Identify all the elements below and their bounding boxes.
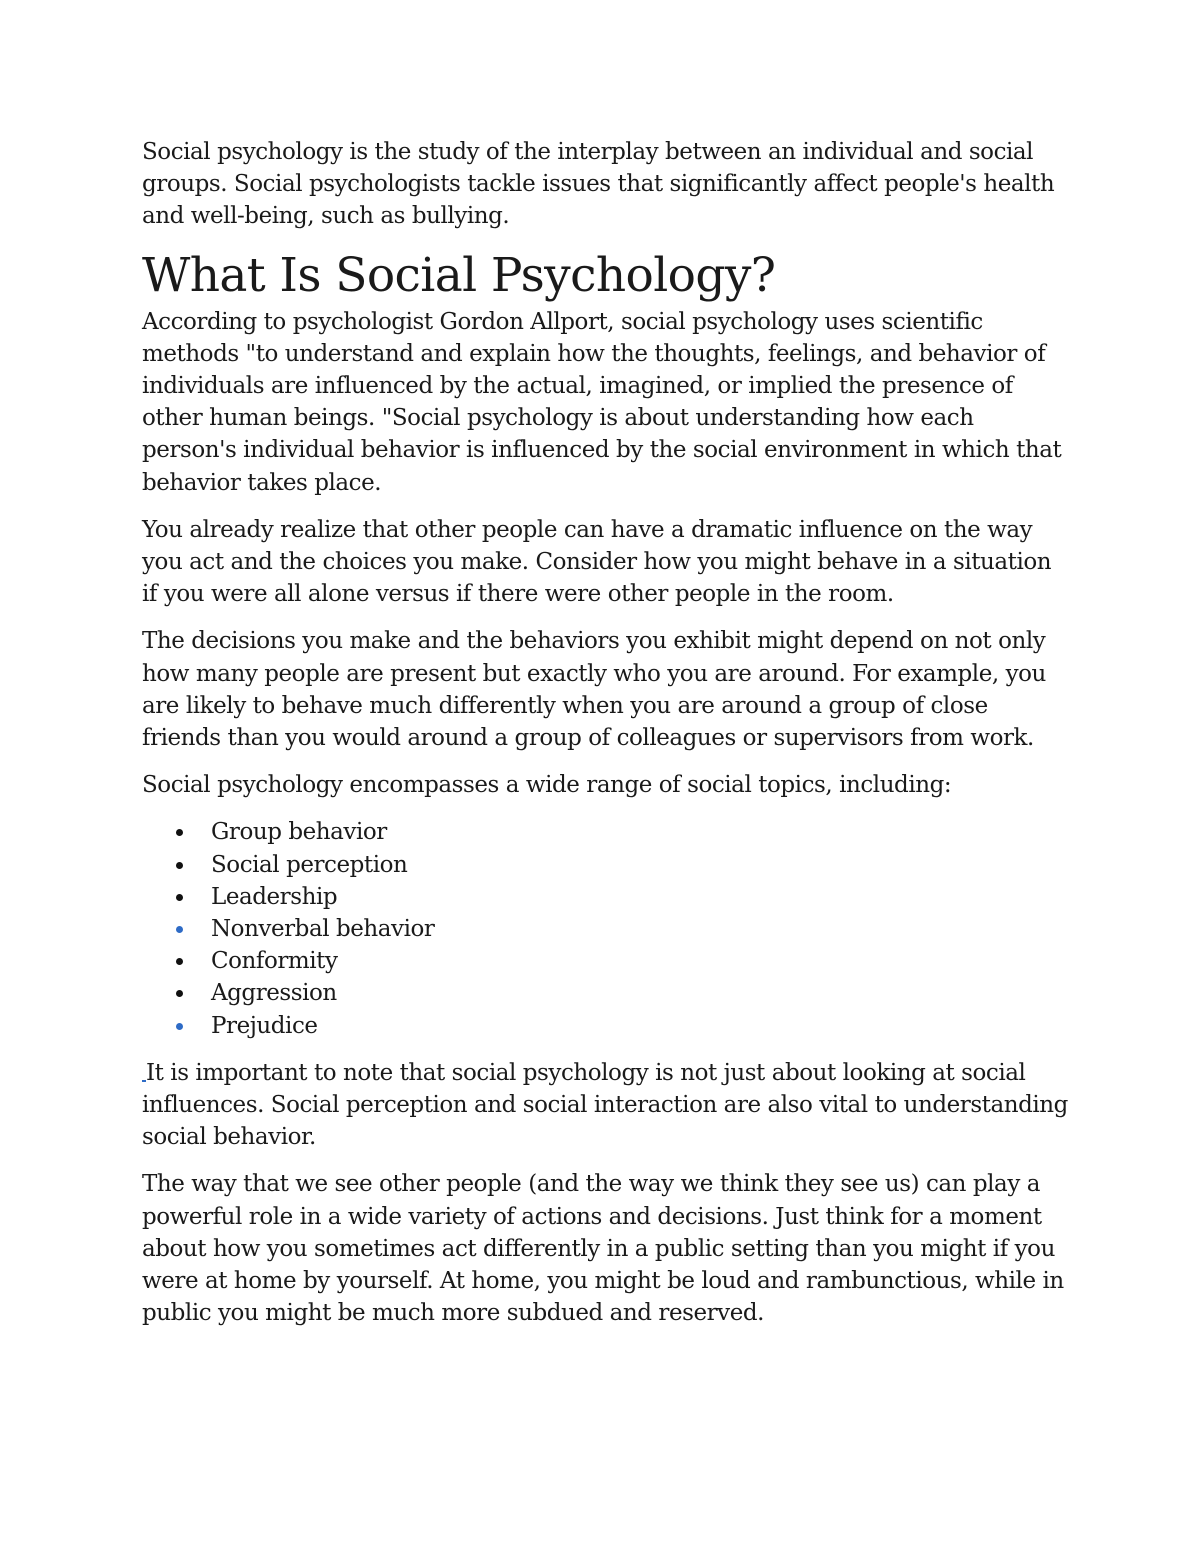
list-item bbox=[142, 1010, 1072, 1042]
list-item bbox=[142, 945, 1072, 977]
paragraph-perception bbox=[142, 1057, 1072, 1154]
bullet-icon bbox=[176, 958, 183, 965]
list-item-label: Social perception bbox=[211, 851, 408, 878]
list-item bbox=[142, 849, 1072, 881]
list-item bbox=[142, 977, 1072, 1009]
list-item-label: Conformity bbox=[211, 948, 338, 975]
paragraph-topics-intro: Social psychology encompasses a wide range of social topics, including: bbox=[142, 772, 952, 799]
topics-list bbox=[142, 816, 1072, 1041]
paragraph-allport: According to psychologist Gordon Allport, social psychology uses scientific methods "to understand and explain how the thoughts, feelings, and behavior of individuals are influenced by the actual, imagined, or implied the presence of other human beings. "Social psychology is about understanding how each person's individual behavior is influenced by the social environment in which that behavior takes place. bbox=[142, 308, 1062, 496]
paragraph-perception-text: It is important to note that social psychology is not just about looking at social influences. Social perception and social interaction are also vital to understanding social behavior. bbox=[142, 1059, 1068, 1151]
paragraph-decisions: The decisions you make and the behaviors you exhibit might depend on not only how many people are present but exactly who you are around. For example, you are likely to behave much differently when you are around a group of close friends than you would around a group of colleagues or supervisors from work. bbox=[142, 628, 1046, 752]
bullet-icon bbox=[176, 990, 183, 997]
paragraph-public-setting: The way that we see other people (and the way we think they see us) can play a powerful role in a wide variety of actions and decisions. Just think for a moment about how you sometimes act differently in a public setting than you might if you were at home by yourself. At home, you might be loud and rambunctious, while in public you might be much more subdued and reserved. bbox=[142, 1171, 1064, 1327]
text-cursor-icon bbox=[142, 1080, 146, 1082]
list-item-label: Leadership bbox=[211, 883, 338, 910]
intro-paragraph: Social psychology is the study of the interplay between an individual and social groups. Social psychologists tackle issues that significantly affect people's health and well-being, such as bullying. bbox=[142, 139, 1055, 230]
bullet-icon bbox=[176, 894, 183, 901]
bullet-icon bbox=[176, 926, 183, 933]
list-item bbox=[142, 913, 1072, 945]
list-item bbox=[142, 881, 1072, 913]
bullet-icon bbox=[176, 829, 183, 836]
bullet-icon bbox=[176, 1023, 183, 1030]
list-item-label: Aggression bbox=[211, 980, 337, 1007]
document-body bbox=[142, 136, 1072, 1345]
list-item-label: Prejudice bbox=[211, 1012, 318, 1039]
section-heading: What Is Social Psychology? bbox=[142, 247, 776, 303]
list-item-label: Group behavior bbox=[211, 819, 387, 846]
bullet-icon bbox=[176, 862, 183, 869]
list-item-label: Nonverbal behavior bbox=[211, 916, 435, 943]
list-item bbox=[142, 816, 1072, 848]
paragraph-influence: You already realize that other people can have a dramatic influence on the way you act and the choices you make. Consider how you might behave in a situation if you were all alone versus if there were other people in the room. bbox=[142, 516, 1052, 608]
